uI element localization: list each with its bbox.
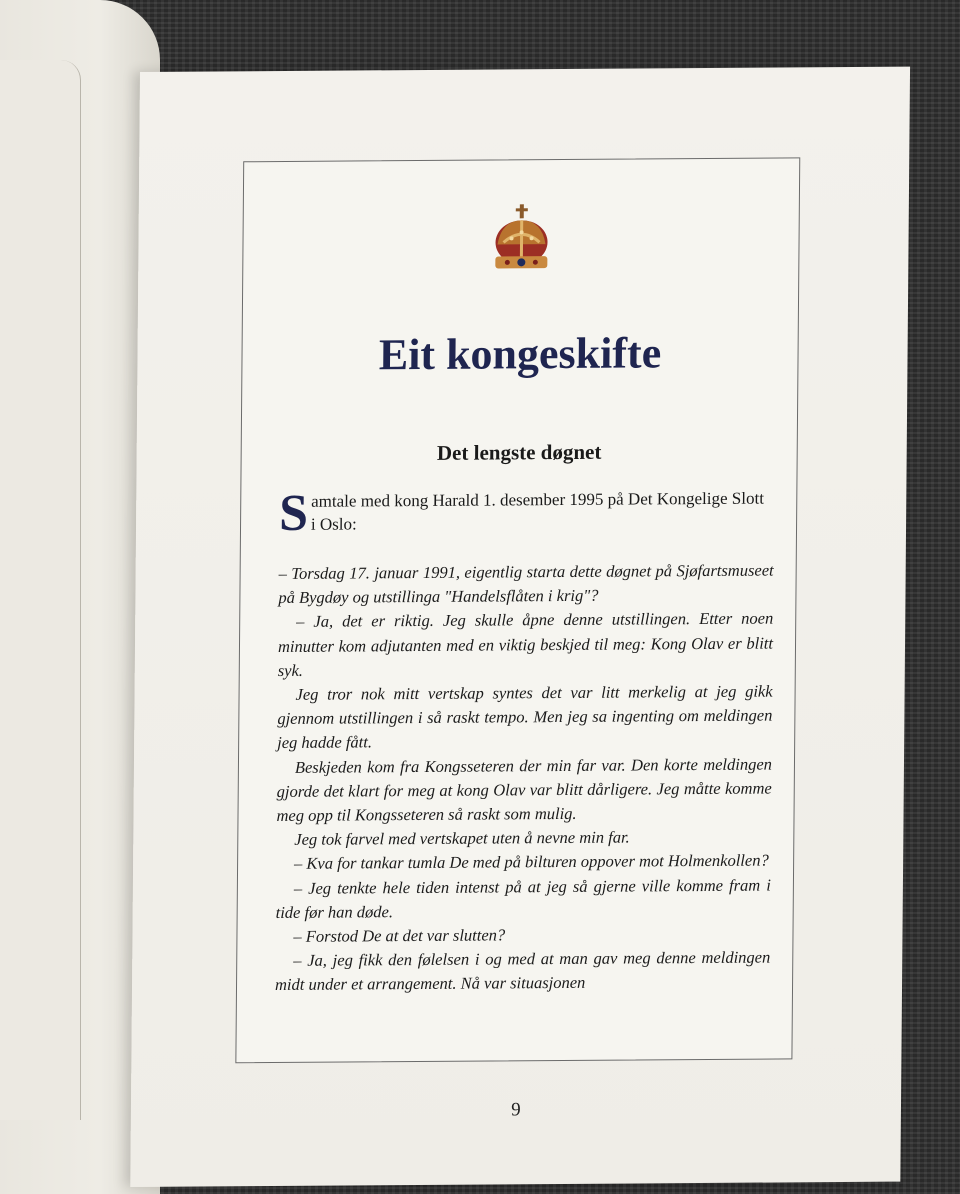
crown-icon xyxy=(491,202,552,274)
paragraph: – Kva for tankar tumla De med på bilturen oppover mot Holmenkollen? xyxy=(294,850,769,874)
intro-paragraph xyxy=(278,484,772,542)
paragraph: – Forstod De at det var slutten? xyxy=(293,925,506,946)
section-title: Det lengste døgnet xyxy=(436,439,602,465)
paragraph: – Ja, jeg fikk den følelsen i og med at man gav meg denne meldingen midt under et arrangement. Nå var situasjonen xyxy=(274,947,771,995)
text-frame xyxy=(235,157,800,1063)
left-page-text-area xyxy=(0,60,81,1120)
paragraph: – Ja, det er riktig. Jeg skulle åpne denne utstillingen. Etter noen minutter kom adjutanten med en viktig beskjed til meg: Kong Olav er blitt syk. xyxy=(277,608,774,680)
chapter-title: Eit kongeskifte xyxy=(378,328,662,380)
right-page xyxy=(130,67,910,1187)
paragraph: – Torsdag 17. januar 1991, eigentlig starta dette døgnet på Sjøfartsmuseet på Bygdøy og utstillinga "Handelsflåten i krig"? xyxy=(278,560,774,608)
paragraph: – Jeg tenkte hele tiden intenst på at jeg så gjerne ville komme fram i tide før han døde. xyxy=(275,875,772,922)
paragraph: Jeg tror nok mitt vertskap syntes det var litt merkelig at jeg gikk gjennom utstillingen i så raskt tempo. Men jeg sa ingenting om meldingen jeg hadde fått. xyxy=(277,681,773,753)
paragraph: Beskjeden kom fra Kongsseteren der min far var. Den korte meldingen gjorde det klart for meg at kong Olav var blitt dårligere. Jeg måtte komme meg opp til Kongsseteren så raskt som mulig. xyxy=(276,754,773,826)
page-number: 9 xyxy=(511,1099,521,1121)
interview-text xyxy=(275,559,774,998)
paragraph: Jeg tok farvel med vertskapet uten å nevne min far. xyxy=(294,827,630,850)
intro-text: amtale med kong Harald 1. desember 1995 på Det Kongelige Slott i Oslo: xyxy=(310,488,765,534)
drop-cap: S xyxy=(278,484,309,542)
